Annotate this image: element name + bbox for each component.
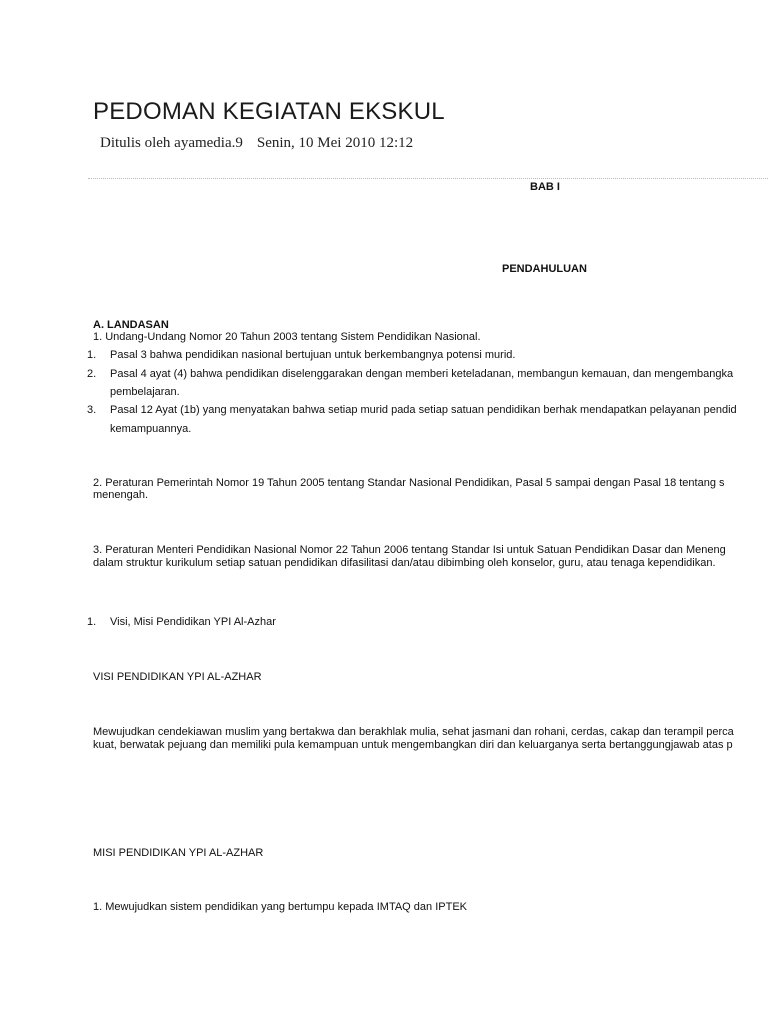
law-3-line-1: 3. Peraturan Menteri Pendidikan Nasional Nomor 22 Tahun 2006 tentang Standar Isi untuk Satuan Pendidikan Dasar dan Meneng <box>93 544 726 556</box>
list-item: Pasal 3 bahwa pendidikan nasional bertujuan untuk berkembangnya potensi murid. <box>110 349 516 361</box>
visi-misi-heading: Visi, Misi Pendidikan YPI Al-Azhar <box>110 616 276 628</box>
list-item-continuation: pembelajaran. <box>110 386 180 398</box>
list-item: Pasal 4 ayat (4) bahwa pendidikan diselenggarakan dengan memberi keteladanan, membangun kemauan, dan mengembangka <box>110 368 734 380</box>
list-item: Pasal 12 Ayat (1b) yang menyatakan bahwa setiap murid pada setiap satuan pendidikan berhak mendapatkan pelayanan pendid <box>110 404 737 416</box>
law-2-line-2: menengah. <box>93 489 149 501</box>
list-item-number: 2. <box>87 368 97 380</box>
section-heading-landasan: A. LANDASAN <box>93 319 169 331</box>
chapter-title: PENDAHULUAN <box>502 263 587 275</box>
law-2-line-1: 2. Peraturan Pemerintah Nomor 19 Tahun 2005 tentang Standar Nasional Pendidikan, Pasal 5 sampai dengan Pasal 18 tentang s <box>93 477 725 489</box>
law-3-line-2: dalam struktur kurikulum setiap satuan pendidikan difasilitasi dan/atau dibimbing oleh konselor, guru, atau tenaga kependidikan. <box>93 557 716 569</box>
chapter-label: BAB I <box>530 181 560 193</box>
law-1: 1. Undang-Undang Nomor 20 Tahun 2003 tentang Sistem Pendidikan Nasional. <box>93 331 481 343</box>
author-line: Ditulis oleh ayamedia.9 <box>100 135 243 151</box>
visi-heading: VISI PENDIDIKAN YPI AL-AZHAR <box>93 671 262 683</box>
misi-heading: MISI PENDIDIKAN YPI AL-AZHAR <box>93 847 264 859</box>
page-title: PEDOMAN KEGIATAN EKSKUL <box>93 98 445 125</box>
visi-line-2: kuat, berwatak pejuang dan memiliki pula kemampuan untuk mengembangkan diri dan keluarganya serta bertanggungjawab atas p <box>93 739 733 751</box>
misi-item-1: 1. Mewujudkan sistem pendidikan yang bertumpu kepada IMTAQ dan IPTEK <box>93 901 467 913</box>
visi-line-1: Mewujudkan cendekiawan muslim yang bertakwa dan berakhlak mulia, sehat jasmani dan rohani, cerdas, cakap dan terampil perca <box>93 726 734 738</box>
visi-misi-number: 1. <box>87 616 97 628</box>
dotted-divider <box>88 178 768 179</box>
list-item-number: 3. <box>87 404 97 416</box>
date-line: Senin, 10 Mei 2010 12:12 <box>256 135 414 151</box>
list-item-number: 1. <box>87 349 97 361</box>
list-item-continuation: kemampuannya. <box>110 423 192 435</box>
article-meta <box>100 135 413 152</box>
